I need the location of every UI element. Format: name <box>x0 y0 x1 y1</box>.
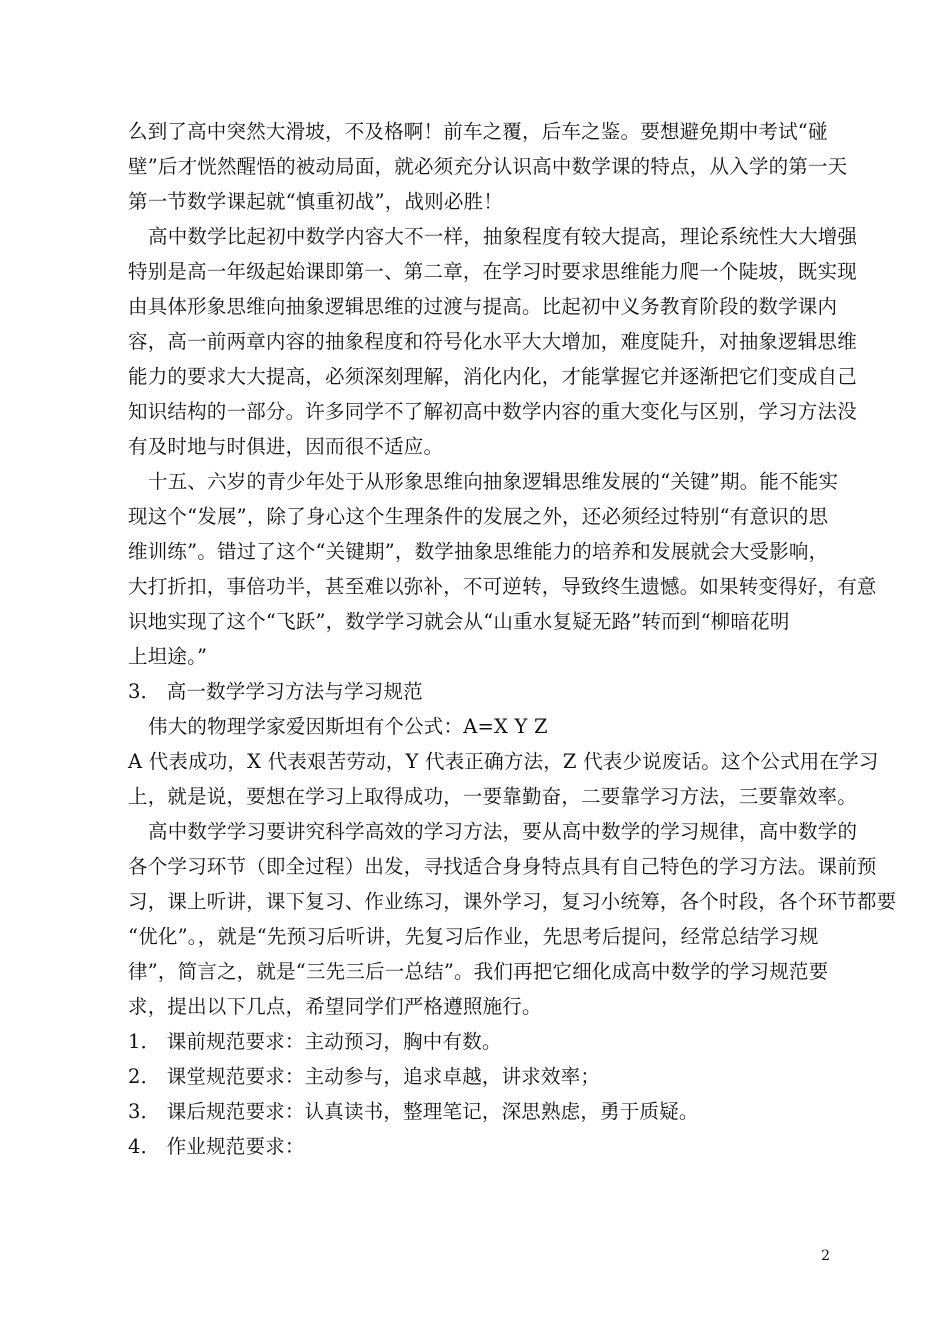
list-item: 3． 课后规范要求：认真读书，整理笔记，深思熟虑，勇于质疑。 <box>128 1100 699 1123</box>
paragraph-line: 各个学习环节（即全过程）出发，寻找适合身身特点具有自己特色的学习方法。课前预 <box>128 855 877 878</box>
paragraph-line: 伟大的物理学家爱因斯坦有个公式：A=X Y Z <box>148 715 548 738</box>
paragraph-line: 维训练”。错过了这个“关键期”，数学抽象思维能力的培养和发展就会大受影响， <box>128 540 829 563</box>
paragraph-line: 容，高一前两章内容的抽象程度和符号化水平大大增加，难度陡升，对抽象逻辑思维 <box>128 330 857 353</box>
paragraph-line: 现这个“发展”，除了身心这个生理条件的发展之外，还必须经过特别“有意识的思 <box>128 505 829 528</box>
paragraph-line: 识地实现了这个“飞跃”，数学学习就会从“山重水复疑无路”转而到“柳暗花明 <box>128 610 790 633</box>
page-number: 2 <box>821 1248 830 1264</box>
paragraph-line: 大打折扣，事倍功半，甚至难以弥补，不可逆转，导致终生遗憾。如果转变得好，有意 <box>128 575 877 598</box>
paragraph-line: 十五、六岁的青少年处于从形象思维向抽象逻辑思维发展的“关键”期。能不能实 <box>148 470 839 493</box>
paragraph-line: “优化”。，就是“先预习后听讲，先复习后作业，先思考后提问，经常总结学习规 <box>128 925 819 948</box>
paragraph-line: 壁”后才恍然醒悟的被动局面，就必须充分认识高中数学课的特点，从入学的第一天 <box>128 155 848 178</box>
paragraph-line: 高中数学比起初中数学内容大不一样，抽象程度有较大提高，理论系统性大大增强 <box>148 225 858 248</box>
paragraph-line: 有及时地与时俱进，因而很不适应。 <box>128 435 444 458</box>
paragraph-line: 求，提出以下几点，希望同学们严格遵照施行。 <box>128 995 542 1018</box>
list-item: 2． 课堂规范要求：主动参与，追求卓越，讲求效率； <box>128 1065 601 1088</box>
paragraph-line: 能力的要求大大提高，必须深刻理解，消化内化，才能掌握它并逐渐把它们变成自己 <box>128 365 857 388</box>
paragraph-line: 上，就是说，要想在学习上取得成功，一要靠勤奋，二要靠学习方法，三要靠效率。 <box>128 785 857 808</box>
paragraph-line: 高中数学学习要讲究科学高效的学习方法，要从高中数学的学习规律，高中数学的 <box>148 820 858 843</box>
body-text <box>128 114 897 1164</box>
paragraph-line: 第一节数学课起就“慎重初战”，战则必胜！ <box>128 190 503 213</box>
paragraph-line: 由具体形象思维向抽象逻辑思维的过渡与提高。比起初中义务教育阶段的数学课内 <box>128 295 838 318</box>
paragraph-line: 上坦途。” <box>128 645 208 668</box>
paragraph-line: 知识结构的一部分。许多同学不了解初高中数学内容的重大变化与区别，学习方法没 <box>128 400 857 423</box>
list-item: 1． 课前规范要求：主动预习，胸中有数。 <box>128 1030 502 1053</box>
paragraph-line: 律”，简言之，就是“三先三后一总结”。我们再把它细化成高中数学的学习规范要 <box>128 960 829 983</box>
paragraph-line: 么到了高中突然大滑坡，不及格啊！前车之覆，后车之鉴。要想避免期中考试“碰 <box>128 120 828 143</box>
paragraph-line: 特别是高一年级起始课即第一、第二章，在学习时要求思维能力爬一个陡坡，既实现 <box>128 260 857 283</box>
section-heading: 3． 高一数学学习方法与学习规范 <box>128 680 423 703</box>
paragraph-line: 习，课上听讲，课下复习、作业练习，课外学习，复习小统筹，各个时段，各个环节都要 <box>128 890 897 913</box>
list-item: 4． 作业规范要求： <box>128 1135 305 1158</box>
paragraph-line: A 代表成功，X 代表艰苦劳动，Y 代表正确方法，Z 代表少说废话。这个公式用在学习 <box>128 750 879 773</box>
